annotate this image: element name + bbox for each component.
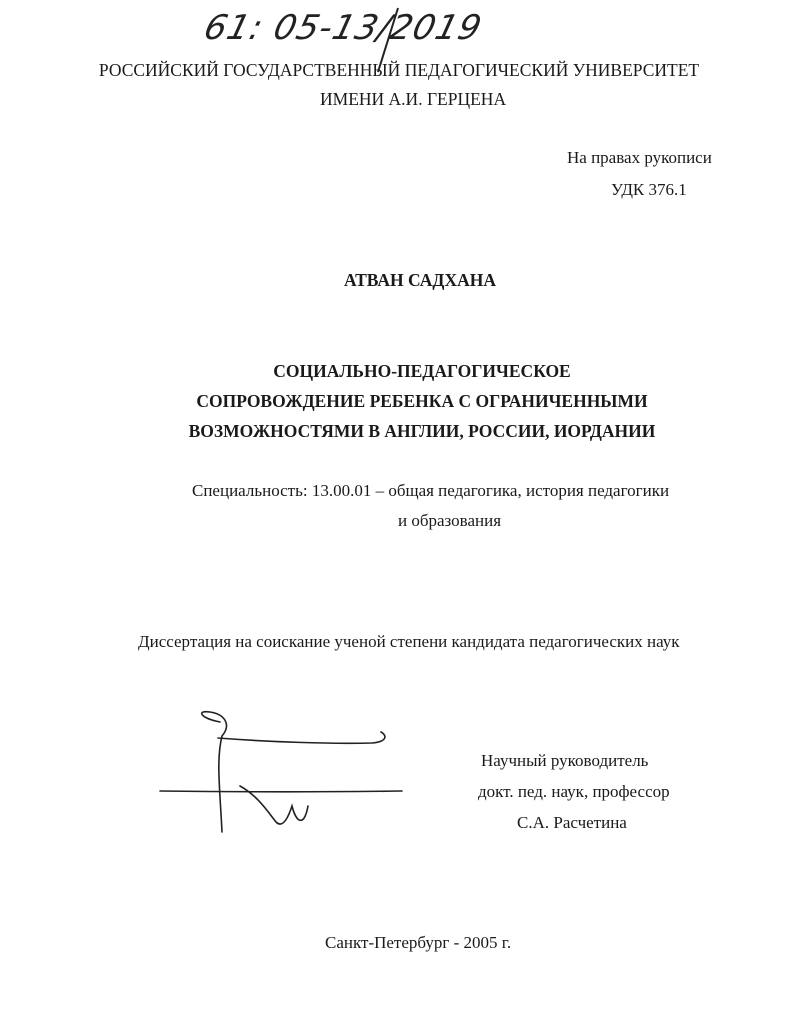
title-line-3: ВОЗМОЖНОСТЯМИ В АНГЛИИ, РОССИИ, ИОРДАНИИ (188, 421, 656, 441)
specialty-line-2: и образования (398, 511, 502, 530)
supervisor-name: С.А. Расчетина (517, 813, 627, 832)
title-line-1: СОЦИАЛЬНО-ПЕДАГОГИЧЕСКОЕ (273, 361, 571, 381)
institution-line-1: РОССИЙСКИЙ ГОСУДАРСТВЕННЫЙ ПЕДАГОГИЧЕСКИЙ УНИВЕРСИТЕТ (98, 60, 700, 80)
author-name: АТВАН САДХАНА (344, 270, 496, 290)
manuscript-rights: На правах рукописи (567, 148, 712, 167)
place-and-year: Санкт-Петербург - 2005 г. (325, 933, 512, 952)
title-line-2: СОПРОВОЖДЕНИЕ РЕБЕНКА С ОГРАНИЧЕННЫМИ (196, 391, 648, 411)
specialty-line-1: Специальность: 13.00.01 – общая педагогика, история педагогики (192, 481, 670, 500)
signature (160, 712, 402, 832)
supervisor-role: Научный руководитель (481, 751, 649, 770)
supervisor-degree: докт. пед. наук, профессор (478, 782, 670, 801)
institution-line-2: ИМЕНИ А.И. ГЕРЦЕНА (320, 89, 507, 109)
archive-slash (378, 8, 398, 72)
archive-mark: 61: 05-13/2019 (200, 8, 487, 48)
udk-code: УДК 376.1 (611, 180, 687, 199)
dissertation-note: Диссертация на соискание ученой степени кандидата педагогических наук (138, 632, 680, 651)
